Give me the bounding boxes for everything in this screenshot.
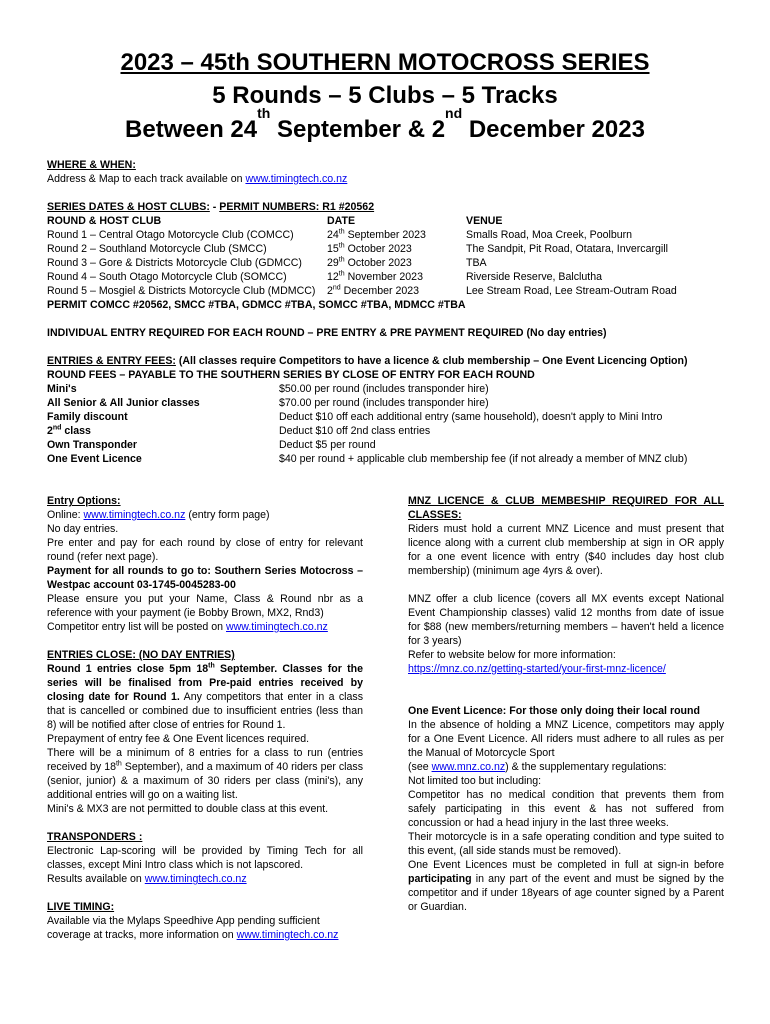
- minimum-entries-text: There will be a minimum of 8 entries for a class to run (entries received by 18th September), and a maximum of 40 riders per class (senior, junior) & a maximum of 30 riders per class (mini's), any additional entries will go on a waiting list.: [47, 747, 363, 801]
- timingtech-link[interactable]: www.timingtech.co.nz: [144, 873, 247, 885]
- page-title: 2023 – 45th SOUTHERN MOTOCROSS SERIES: [120, 49, 650, 76]
- table-row: Round 4 – South Otago Motorcycle Club (SOMCC) 12th November 2023 Riverside Reserve, Balclutha: [47, 270, 603, 283]
- no-day-entries: No day entries.: [47, 523, 119, 535]
- timingtech-link[interactable]: www.timingtech.co.nz: [83, 509, 186, 521]
- col-header-date: DATE: [327, 215, 356, 227]
- mnz-licence-text: Riders must hold a current MNZ Licence and must present that licence along with a current club membership at sign in OR apply for a one event licence with entry ($40 includes day host club membership) (minimum age 4yrs & over).: [408, 523, 724, 577]
- table-row: Round 3 – Gore & Districts Motorcycle Club (GDMCC) 29th October 2023 TBA: [47, 256, 487, 269]
- individual-entry-notice: INDIVIDUAL ENTRY REQUIRED FOR EACH ROUND – PRE ENTRY & PRE PAYMENT REQUIRED (No day entries): [47, 327, 607, 339]
- fee-row: Mini's $50.00 per round (includes transponder hire): [47, 383, 489, 395]
- left-column: [47, 494, 363, 942]
- where-heading: WHERE & WHEN:: [47, 159, 136, 171]
- timingtech-link[interactable]: www.timingtech.co.nz: [245, 173, 348, 185]
- online-entry: Online: www.timingtech.co.nz (entry form page): [47, 509, 270, 521]
- medical-condition-text: Competitor has no medical condition that prevents them from safely participating in this event & has not suffered from concussion or had a head injury in the last three weeks.: [408, 789, 724, 829]
- one-event-licence-heading: One Event Licence: For those only doing their local round: [408, 705, 700, 717]
- table-row: Round 1 – Central Otago Motorcycle Club (COMCC) 24th September 2023 Smalls Road, Moa Creek, Poolburn: [47, 228, 633, 241]
- table-row: Round 2 – Southland Motorcycle Club (SMCC) 15th October 2023 The Sandpit, Pit Road, Otatara, Invercargill: [47, 242, 668, 255]
- prepayment-text: Prepayment of entry fee & One Event licences required.: [47, 733, 310, 745]
- mnz-licence-link[interactable]: https://mnz.co.nz/getting-started/your-first-mnz-licence/: [408, 663, 666, 675]
- mnz-site-link[interactable]: www.mnz.co.nz: [431, 761, 506, 773]
- mnz-club-licence: MNZ offer a club licence (covers all MX events except National Event Championship classes) valid 12 months from date of issue for $88 (new members/returning members – haven't held a licence for 3 years): [408, 593, 724, 647]
- series-dates-section: [47, 200, 737, 312]
- live-timing-text: Available via the Mylaps Speedhive App pending sufficient coverage at tracks, more information on www.timingtech.co.nz: [47, 915, 339, 941]
- fee-row: One Event Licence $40 per round + applicable club membership fee (if not already a member of MNZ club): [47, 453, 688, 465]
- payment-account: Payment for all rounds to go to: Southern Series Motocross – Westpac account 03-1745-0045283-00: [47, 565, 363, 591]
- where-when-section: [47, 158, 737, 186]
- table-row: Round 5 – Mosgiel & Districts Motorcycle Club (MDMCC) 2nd December 2023 Lee Stream Road, Lee Stream-Outram Road: [47, 284, 677, 297]
- title-sup-th: th: [257, 105, 271, 121]
- fee-row: Family discount Deduct $10 off each additional entry (same household), doesn't apply to Mini Intro: [47, 411, 663, 423]
- mnz-link-line: [408, 662, 724, 676]
- title-date-end: December 2023: [462, 116, 645, 143]
- where-text: Address & Map to each track available on www.timingtech.co.nz: [47, 173, 348, 185]
- fee-row: 2nd class Deduct $10 off 2nd class entries: [47, 424, 431, 437]
- refer-website: Refer to website below for more information:: [408, 649, 616, 661]
- transponders-heading: TRANSPONDERS :: [47, 831, 143, 843]
- transponders-text: Electronic Lap-scoring will be provided by Timing Tech for all classes, except Mini Intro class which is not lapscored.: [47, 845, 363, 871]
- title-date-mid: September & 2: [270, 116, 446, 143]
- series-table-header: [47, 214, 737, 228]
- fee-row: Own Transponder Deduct $5 per round: [47, 439, 376, 451]
- pre-enter-text: Pre enter and pay for each round by close of entry for relevant round (refer next page).: [47, 537, 363, 563]
- results-text: Results available on www.timingtech.co.nz: [47, 873, 247, 885]
- page-subtitle: 5 Rounds – 5 Clubs – 5 Tracks: [212, 82, 558, 109]
- minis-text: Mini's & MX3 are not permitted to double class at this event.: [47, 803, 329, 815]
- entries-close-heading: ENTRIES CLOSE: (NO DAY ENTRIES): [47, 649, 235, 661]
- permit-numbers: PERMIT COMCC #20562, SMCC #TBA, GDMCC #TBA, SOMCC #TBA, MDMCC #TBA: [47, 299, 466, 311]
- timingtech-link[interactable]: www.timingtech.co.nz: [236, 929, 339, 941]
- one-event-licence-text: In the absence of holding a MNZ Licence, competitors may apply for a One Event Licence. All riders must adhere to all rules as per the Manual of Motorcycle Sport: [408, 719, 724, 759]
- title-date-start: Between 24: [125, 116, 258, 143]
- timingtech-link[interactable]: www.timingtech.co.nz: [226, 621, 328, 633]
- fees-subheading: ROUND FEES – PAYABLE TO THE SOUTHERN SERIES BY CLOSE OF ENTRY FOR EACH ROUND: [47, 369, 535, 381]
- entries-close-text: Round 1 entries close 5pm 18th September. Classes for the series will be finalised from Pre-paid entries received by closing date for Round 1. Any competitors that enter in a class that is cancelled or combined due to insufficient entries (less than 8) will be notified after close of entries for Round 1.: [47, 662, 363, 731]
- fee-row: All Senior & All Junior classes $70.00 per round (includes transponder hire): [47, 397, 489, 409]
- payment-reference: Please ensure you put your Name, Class & Round nbr as a reference with your payment (ie Bobby Brown, MX2, Rnd3): [47, 593, 363, 619]
- licence-completion-text: One Event Licences must be completed in full at sign-in before participating in any part of the event and must be signed by the competitor and if under 18years of age counter signed by a Parent or Guardian.: [408, 859, 724, 913]
- competitor-list: Competitor entry list will be posted on www.timingtech.co.nz: [47, 621, 328, 633]
- see-regulations: (see www.mnz.co.nz) & the supplementary regulations:: [408, 761, 667, 773]
- series-heading: SERIES DATES & HOST CLUBS: - PERMIT NUMBERS: R1 #20562: [47, 201, 375, 213]
- mnz-licence-heading: MNZ LICENCE & CLUB MEMBESHIP REQUIRED FOR ALL CLASSES:: [408, 495, 724, 521]
- series-dates-title: [0, 105, 770, 145]
- entry-fees-section: [47, 354, 737, 466]
- not-limited-text: Not limited too but including:: [408, 775, 542, 787]
- col-header-venue: VENUE: [466, 215, 503, 227]
- right-column: [408, 494, 724, 914]
- motorcycle-condition-text: Their motorcycle is in a safe operating condition and type suited to this event, (all side stands must be removed).: [408, 831, 724, 857]
- title-sup-nd: nd: [445, 105, 463, 121]
- col-header-club: ROUND & HOST CLUB: [47, 215, 162, 227]
- live-timing-heading: LIVE TIMING:: [47, 901, 115, 913]
- fees-heading: ENTRIES & ENTRY FEES: (All classes require Competitors to have a licence & club membership – One Event Licencing Option): [47, 355, 688, 367]
- entry-options-heading: Entry Options:: [47, 495, 121, 507]
